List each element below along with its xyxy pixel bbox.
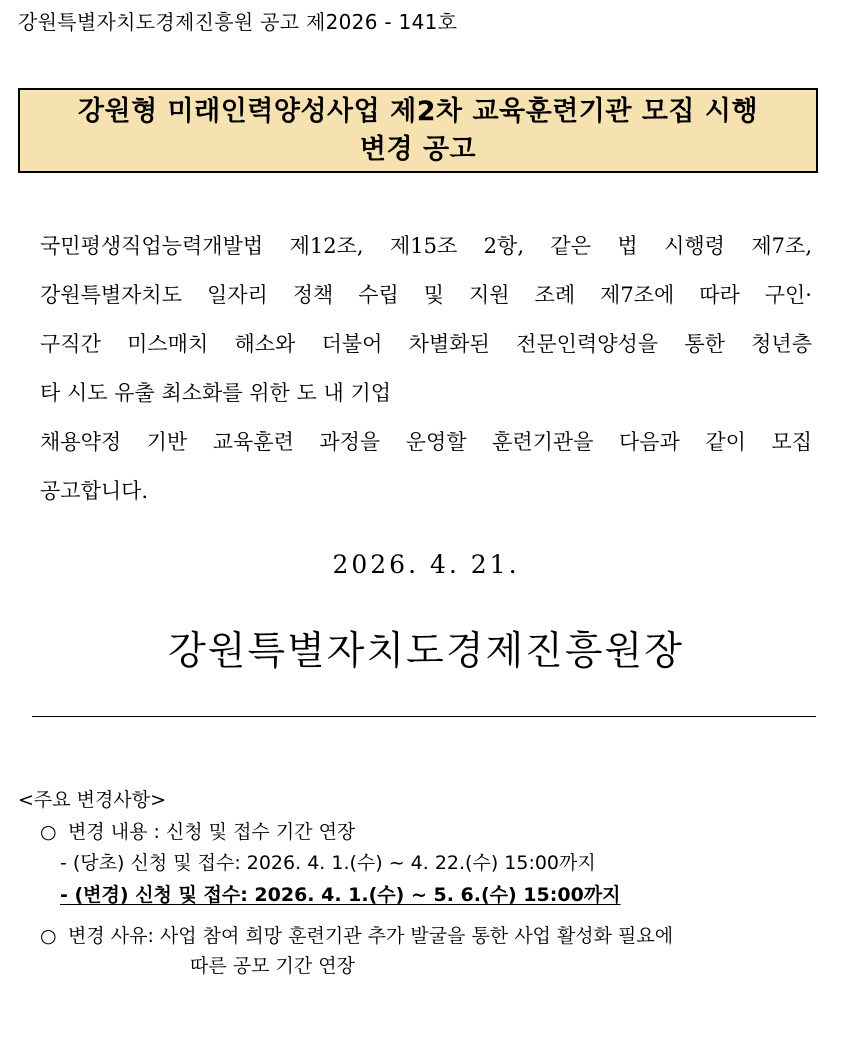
notice-number: 강원특별자치도경제진흥원 공고 제2026 - 141호 [18, 10, 458, 34]
divider [32, 716, 816, 717]
change-item-content [18, 817, 832, 847]
changed-period [18, 879, 832, 911]
body-line-4: 타 시도 유출 최소화를 위한 도 내 기업 [40, 381, 392, 405]
signer: 강원특별자치도경제진흥원장 [168, 629, 684, 674]
changed-period-text: - (변경) 신청 및 접수: 2026. 4. 1.(수) ~ 5. 6.(수) 15:00까지 [60, 884, 621, 906]
circle-bullet-icon: ○ [40, 821, 57, 843]
original-period: - (당초) 신청 및 접수: 2026. 4. 1.(수) ~ 4. 22.(수) 15:00까지 [60, 852, 596, 874]
body-line-3: 구직간 미스매치 해소와 더불어 차별화된 전문인력양성을 통한 청년층 [40, 332, 812, 356]
change-item-reason [18, 921, 832, 951]
changes-heading: <주요 변경사항> [18, 789, 167, 811]
body-line-6: 공고합니다. [40, 479, 149, 503]
body-line-5: 채용약정 기반 교육훈련 과정을 운영할 훈련기관을 다음과 같이 모집 [40, 430, 812, 454]
body-line-1: 국민평생직업능력개발법 제12조, 제15조 2항, 같은 법 시행령 제7조, [40, 234, 812, 258]
body-text [40, 222, 812, 516]
notice-date: 2026. 4. 21. [332, 550, 520, 579]
title-line-1: 강원형 미래인력양성사업 제2차 교육훈련기관 모집 시행 [77, 95, 759, 127]
change-reason-continuation: 따른 공모 기간 연장 [190, 955, 355, 977]
change-content-text: 변경 내용 : 신청 및 접수 기간 연장 [68, 821, 356, 843]
circle-bullet-icon: ○ [40, 925, 57, 947]
change-reason-text: 변경 사유: 사업 참여 희망 훈련기관 추가 발굴을 통한 사업 활성화 필요에 [68, 925, 674, 947]
body-line-2: 강원특별자치도 일자리 정책 수립 및 지원 조례 제7조에 따라 구인· [40, 283, 812, 307]
title-line-2: 변경 공고 [359, 133, 477, 165]
title-box [18, 88, 818, 173]
changes-section [18, 786, 832, 981]
